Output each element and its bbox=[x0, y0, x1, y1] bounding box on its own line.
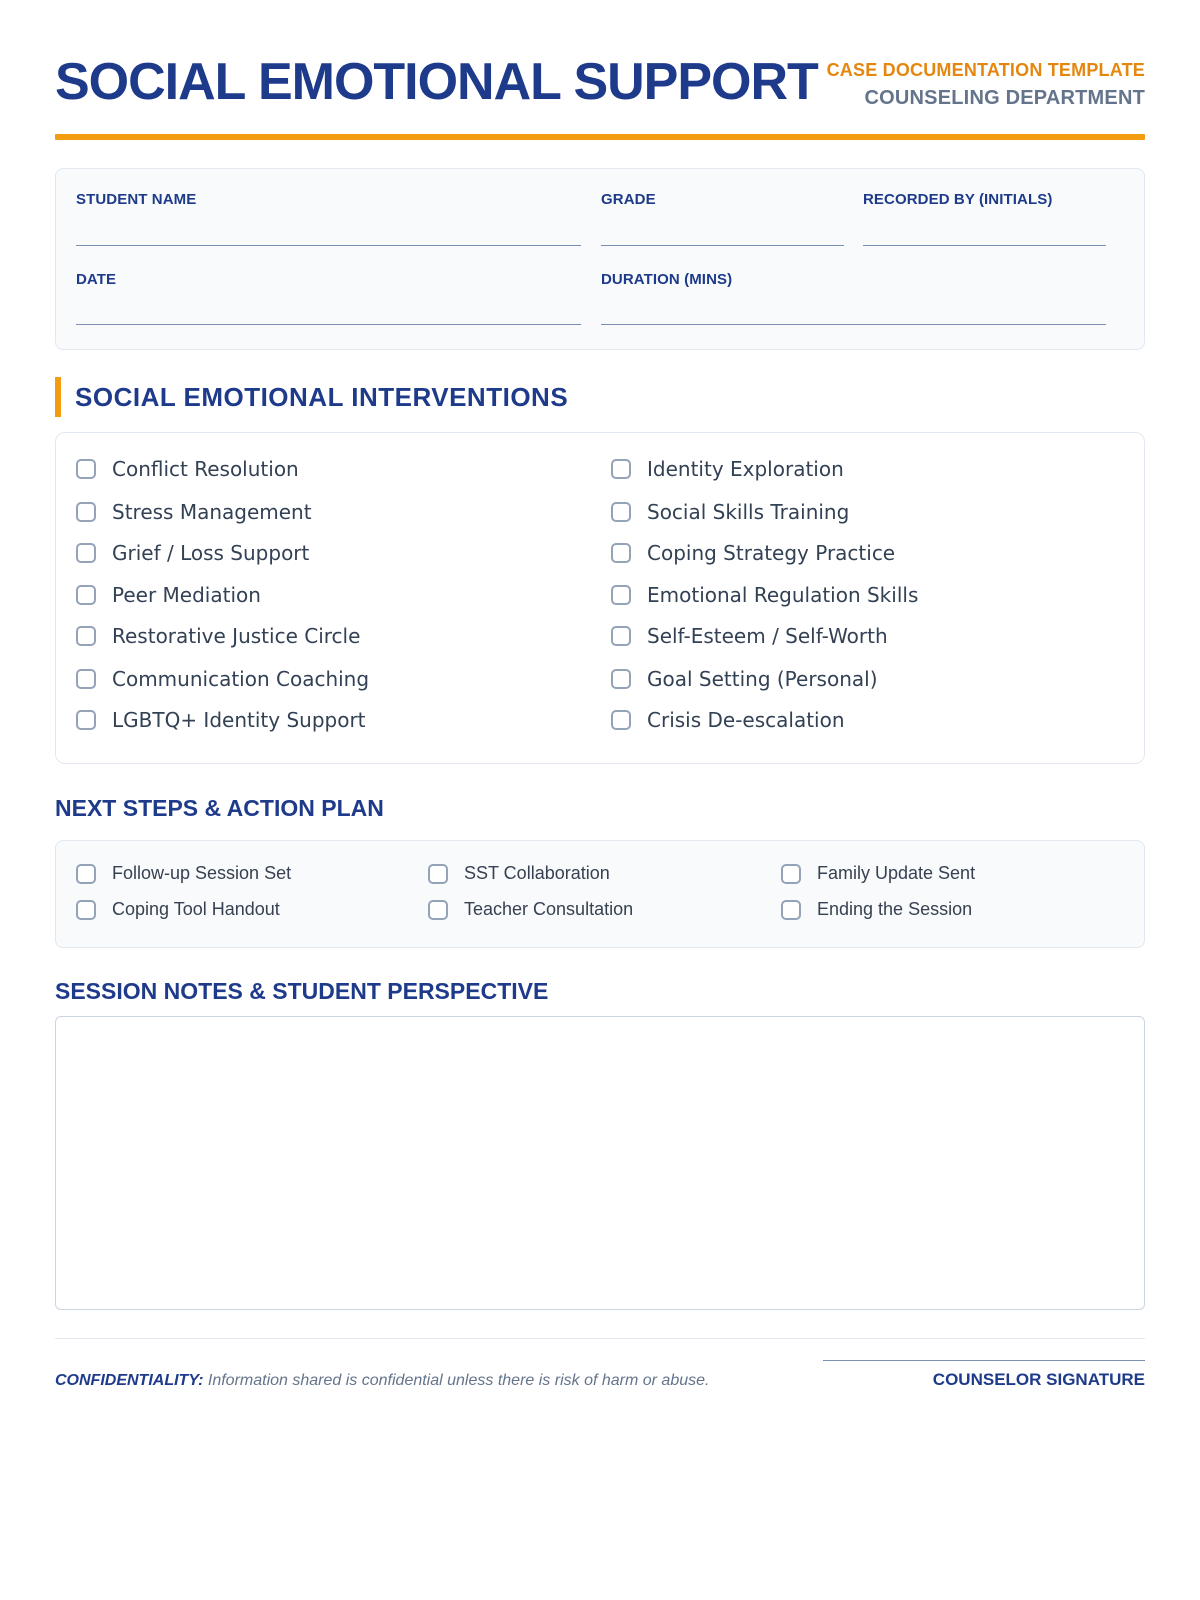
checkbox-label: Coping Strategy Practice bbox=[647, 541, 896, 565]
duration-line[interactable] bbox=[601, 324, 1106, 325]
checkbox-item-next-step-1[interactable] bbox=[428, 863, 610, 884]
checkbox[interactable] bbox=[76, 710, 96, 730]
checkbox-label: Ending the Session bbox=[817, 899, 973, 919]
checkbox[interactable] bbox=[76, 502, 96, 522]
checkbox-item-next-step-2[interactable] bbox=[781, 863, 975, 884]
checkbox[interactable] bbox=[76, 626, 96, 646]
checkbox-label: Restorative Justice Circle bbox=[112, 624, 361, 648]
checkbox-item-next-step-5[interactable] bbox=[781, 899, 972, 920]
checkbox-label: Crisis De-escalation bbox=[647, 708, 845, 732]
checkbox[interactable] bbox=[76, 543, 96, 563]
checkbox-label: Conflict Resolution bbox=[112, 457, 299, 481]
student-name-label: STUDENT NAME bbox=[76, 191, 197, 208]
department-name: COUNSELING DEPARTMENT bbox=[864, 87, 1145, 109]
checkbox-item-intervention-left-6[interactable] bbox=[76, 708, 366, 732]
checkbox-item-next-step-3[interactable] bbox=[76, 899, 280, 920]
checkbox[interactable] bbox=[611, 543, 631, 563]
checkbox-item-intervention-left-3[interactable] bbox=[76, 583, 261, 607]
checkbox-label: Stress Management bbox=[112, 500, 312, 524]
checkbox[interactable] bbox=[76, 585, 96, 605]
duration-label: DURATION (MINS) bbox=[601, 271, 733, 288]
section-accent-bar bbox=[55, 377, 61, 417]
checkbox-item-intervention-left-1[interactable] bbox=[76, 500, 312, 524]
footer-divider bbox=[55, 1338, 1145, 1339]
checkbox-label: Family Update Sent bbox=[817, 863, 976, 883]
grade-line[interactable] bbox=[601, 245, 844, 246]
checkbox[interactable] bbox=[611, 502, 631, 522]
checkbox-item-intervention-left-4[interactable] bbox=[76, 624, 360, 648]
checkbox[interactable] bbox=[428, 864, 448, 884]
checkbox-item-intervention-right-1[interactable] bbox=[611, 500, 849, 524]
checkbox-item-intervention-right-2[interactable] bbox=[611, 541, 895, 565]
confidentiality-text: Information shared is confidential unless there is risk of harm or abuse. bbox=[207, 1372, 710, 1389]
session-notes-area[interactable] bbox=[55, 1016, 1145, 1310]
checkbox[interactable] bbox=[611, 585, 631, 605]
header bbox=[55, 0, 1145, 140]
signature-label: COUNSELOR SIGNATURE bbox=[932, 1370, 1145, 1389]
checkbox-item-next-step-0[interactable] bbox=[76, 863, 291, 884]
student-name-line[interactable] bbox=[76, 245, 581, 246]
checkbox-label: LGBTQ+ Identity Support bbox=[112, 708, 366, 732]
checkbox[interactable] bbox=[611, 459, 631, 479]
checkbox[interactable] bbox=[611, 669, 631, 689]
grade-field[interactable] bbox=[601, 191, 844, 247]
checkbox-label: Goal Setting (Personal) bbox=[647, 667, 878, 691]
checkbox[interactable] bbox=[76, 864, 96, 884]
checkbox-item-intervention-right-6[interactable] bbox=[611, 708, 845, 732]
checkbox[interactable] bbox=[781, 864, 801, 884]
checkbox[interactable] bbox=[781, 900, 801, 920]
checkbox-label: Identity Exploration bbox=[647, 457, 844, 481]
confidentiality-label: CONFIDENTIALITY: bbox=[55, 1372, 204, 1389]
checkbox-label: Grief / Loss Support bbox=[112, 541, 310, 565]
recorded-by-label: RECORDED BY (INITIALS) bbox=[863, 191, 1053, 208]
student-info-card bbox=[55, 168, 1145, 350]
checkbox-label: SST Collaboration bbox=[464, 863, 610, 883]
date-label: DATE bbox=[76, 271, 117, 288]
session-notes-heading: SESSION NOTES & STUDENT PERSPECTIVE bbox=[55, 978, 549, 1004]
checkbox[interactable] bbox=[76, 459, 96, 479]
checkbox-label: Social Skills Training bbox=[647, 500, 850, 524]
signature-line[interactable] bbox=[823, 1360, 1145, 1361]
checkbox-item-next-step-4[interactable] bbox=[428, 899, 633, 920]
header-meta bbox=[827, 60, 1145, 110]
checkbox-label: Self-Esteem / Self-Worth bbox=[647, 624, 888, 648]
date-line[interactable] bbox=[76, 324, 581, 325]
checkbox-label: Follow-up Session Set bbox=[112, 863, 292, 883]
checkbox-item-intervention-left-5[interactable] bbox=[76, 667, 369, 691]
grade-label: GRADE bbox=[601, 191, 656, 208]
checkbox-item-intervention-right-5[interactable] bbox=[611, 667, 878, 691]
recorded-by-field[interactable] bbox=[863, 191, 1106, 247]
checkbox-label: Peer Mediation bbox=[112, 583, 261, 607]
checkbox[interactable] bbox=[611, 626, 631, 646]
checkbox-label: Teacher Consultation bbox=[464, 899, 634, 919]
confidentiality-note bbox=[55, 1372, 709, 1390]
next-steps-heading: NEXT STEPS & ACTION PLAN bbox=[55, 795, 384, 821]
checkbox-item-intervention-right-4[interactable] bbox=[611, 624, 888, 648]
checkbox[interactable] bbox=[611, 710, 631, 730]
header-divider bbox=[55, 134, 1145, 140]
checkbox-item-intervention-right-0[interactable] bbox=[611, 457, 844, 481]
checkbox[interactable] bbox=[76, 900, 96, 920]
student-name-field[interactable] bbox=[76, 191, 581, 247]
checkbox[interactable] bbox=[76, 669, 96, 689]
document-type: CASE DOCUMENTATION TEMPLATE bbox=[826, 60, 1145, 80]
checkbox-label: Coping Tool Handout bbox=[112, 899, 280, 919]
duration-field[interactable] bbox=[601, 271, 1106, 327]
interventions-heading: SOCIAL EMOTIONAL INTERVENTIONS bbox=[75, 382, 569, 412]
next-steps-card bbox=[55, 840, 1145, 948]
page-title: SOCIAL EMOTIONAL SUPPORT bbox=[55, 53, 818, 111]
checkbox[interactable] bbox=[428, 900, 448, 920]
checkbox-item-intervention-right-3[interactable] bbox=[611, 583, 918, 607]
checkbox-label: Communication Coaching bbox=[112, 667, 370, 691]
recorded-by-line[interactable] bbox=[863, 245, 1106, 246]
interventions-card bbox=[55, 432, 1145, 764]
date-field[interactable] bbox=[76, 271, 581, 327]
checkbox-item-intervention-left-0[interactable] bbox=[76, 457, 299, 481]
checkbox-label: Emotional Regulation Skills bbox=[647, 583, 919, 607]
checkbox-item-intervention-left-2[interactable] bbox=[76, 541, 309, 565]
